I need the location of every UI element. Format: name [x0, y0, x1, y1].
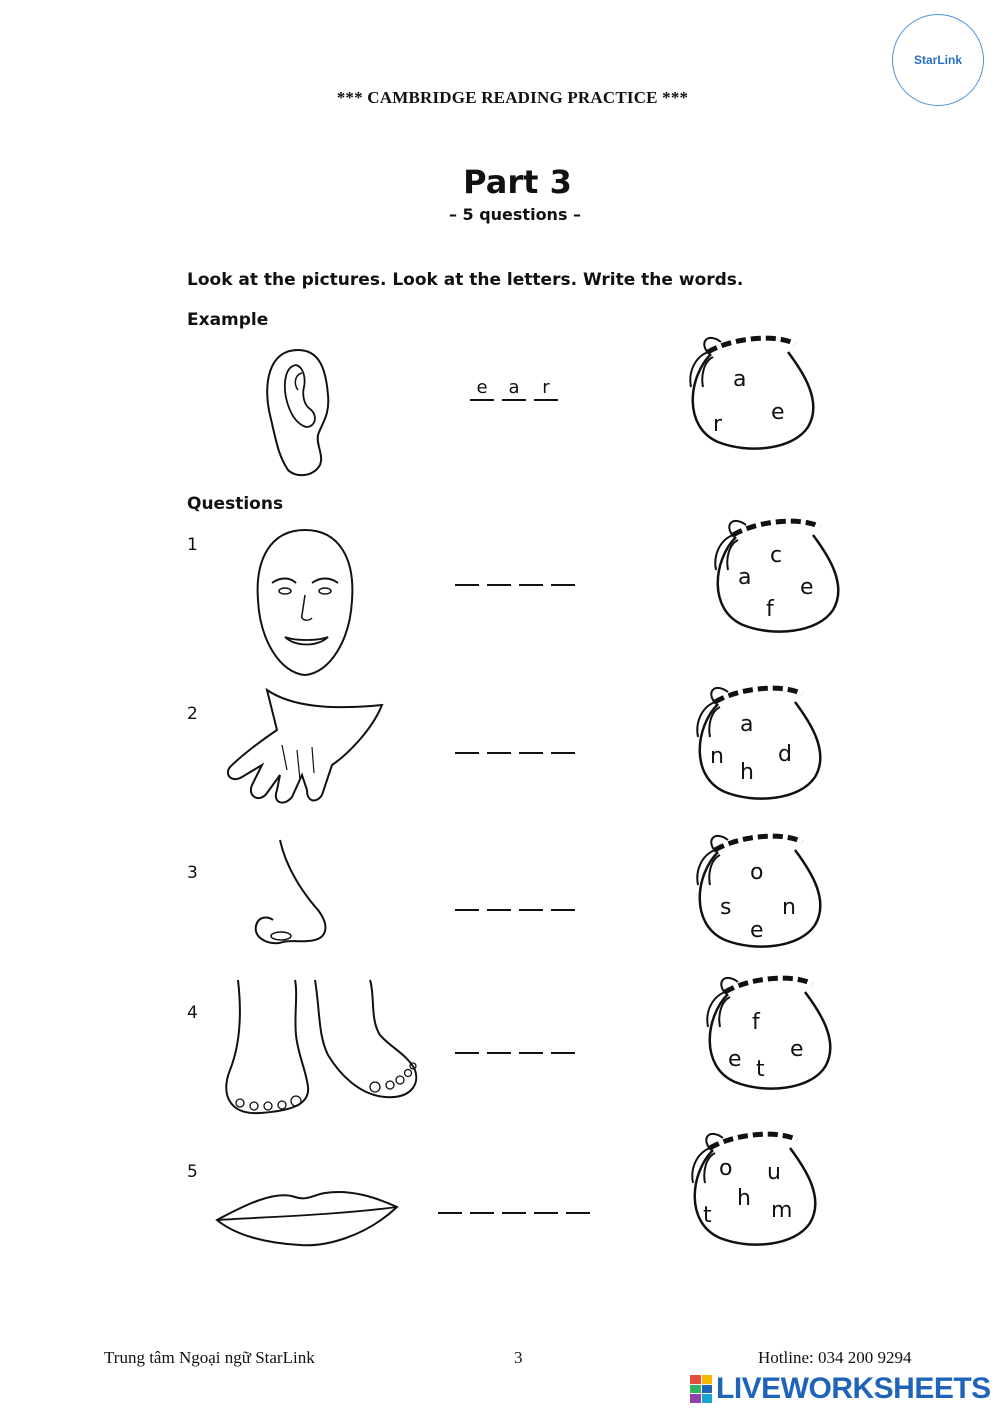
answer-blank[interactable] — [455, 728, 479, 754]
answer-blank[interactable] — [455, 1028, 479, 1054]
answer-blank[interactable] — [566, 1188, 590, 1214]
answer-blank[interactable] — [519, 885, 543, 911]
bag-letter: m — [771, 1198, 793, 1223]
bag-letter: s — [720, 895, 732, 920]
part-subtitle: – 5 questions – — [448, 205, 582, 224]
feet-icon — [220, 975, 425, 1120]
page-header: *** CAMBRIDGE READING PRACTICE *** — [336, 88, 689, 107]
ear-icon — [258, 345, 338, 480]
bag-letter: o — [750, 860, 764, 885]
bag-letter: n — [710, 744, 724, 769]
answer-blank[interactable] — [487, 1028, 511, 1054]
nose-icon — [248, 838, 338, 948]
footer-hotline: Hotline: 034 200 9294 — [758, 1348, 912, 1367]
answer-blank[interactable] — [487, 560, 511, 586]
example-letter-bag — [683, 332, 833, 452]
question-number: 1 — [187, 535, 198, 555]
mouth-icon — [215, 1185, 400, 1250]
bag-letter: t — [703, 1203, 712, 1228]
answer-blanks-4[interactable] — [455, 1028, 575, 1054]
questions-label: Questions — [187, 494, 284, 514]
answer-blank[interactable] — [502, 1188, 526, 1214]
liveworksheets-logo-icon — [690, 1375, 712, 1403]
answer-letter: e — [470, 375, 494, 401]
answer-blank[interactable] — [551, 560, 575, 586]
bag-letter: e — [728, 1047, 742, 1072]
answer-blank[interactable] — [534, 1188, 558, 1214]
logo-text: StarLink — [913, 53, 962, 67]
answer-blank[interactable] — [519, 560, 543, 586]
bag-letter: t — [756, 1057, 765, 1082]
bag-letter: h — [740, 760, 754, 785]
example-label: Example — [187, 310, 269, 330]
example-answer — [470, 375, 558, 401]
question-number: 5 — [187, 1162, 198, 1182]
bag-letter: f — [766, 597, 774, 622]
part-title: Part 3 — [463, 163, 572, 201]
answer-blank[interactable] — [455, 560, 479, 586]
bag-letter: h — [737, 1186, 751, 1211]
answer-blank[interactable] — [551, 885, 575, 911]
bag-letter: a — [740, 712, 754, 737]
bag-letter: a — [738, 565, 752, 590]
answer-blanks-3[interactable] — [455, 885, 575, 911]
letter-bag-2 — [690, 682, 840, 802]
letter-bag-1 — [708, 515, 858, 635]
liveworksheets-text: LIVEWORKSHEETS — [716, 1372, 991, 1405]
question-number: 2 — [187, 704, 198, 724]
bag-icon — [683, 332, 833, 457]
answer-blank[interactable] — [487, 728, 511, 754]
letter-bag-3 — [690, 830, 840, 950]
bag-icon — [700, 972, 850, 1097]
answer-blank[interactable] — [470, 1188, 494, 1214]
answer-blanks-5[interactable] — [438, 1188, 590, 1214]
bag-letter: r — [713, 412, 723, 437]
answer-blanks-1[interactable] — [455, 560, 575, 586]
bag-letter: d — [778, 742, 792, 767]
answer-letter: a — [502, 375, 526, 401]
hand-icon — [222, 685, 392, 810]
bag-letter: f — [752, 1010, 760, 1035]
answer-blank[interactable] — [551, 1028, 575, 1054]
answer-blank[interactable] — [551, 728, 575, 754]
answer-blank[interactable] — [487, 885, 511, 911]
bag-icon — [708, 515, 858, 640]
answer-letter: r — [534, 375, 558, 401]
footer-left: Trung tâm Ngoại ngữ StarLink — [104, 1348, 315, 1367]
bag-letter: e — [771, 400, 785, 425]
question-number: 4 — [187, 1003, 198, 1023]
answer-blanks-2[interactable] — [455, 728, 575, 754]
bag-letter: u — [767, 1160, 781, 1185]
bag-letter: e — [800, 575, 814, 600]
bag-icon — [690, 830, 840, 955]
page-number: 3 — [514, 1348, 523, 1367]
face-icon — [250, 525, 360, 680]
answer-blank[interactable] — [519, 728, 543, 754]
bag-letter: c — [770, 543, 783, 568]
bag-letter: o — [719, 1156, 733, 1181]
answer-blank[interactable] — [438, 1188, 462, 1214]
letter-bag-5 — [685, 1128, 835, 1248]
liveworksheets-brand[interactable] — [690, 1372, 991, 1406]
bag-letter: e — [790, 1037, 804, 1062]
bag-letter: e — [750, 918, 764, 943]
bag-letter: n — [782, 895, 796, 920]
answer-blank[interactable] — [455, 885, 479, 911]
letter-bag-4 — [700, 972, 850, 1092]
instructions: Look at the pictures. Look at the letters. Write the words. — [187, 270, 744, 290]
bag-letter: a — [733, 367, 747, 392]
bag-icon — [685, 1128, 835, 1253]
answer-blank[interactable] — [519, 1028, 543, 1054]
question-number: 3 — [187, 863, 198, 883]
